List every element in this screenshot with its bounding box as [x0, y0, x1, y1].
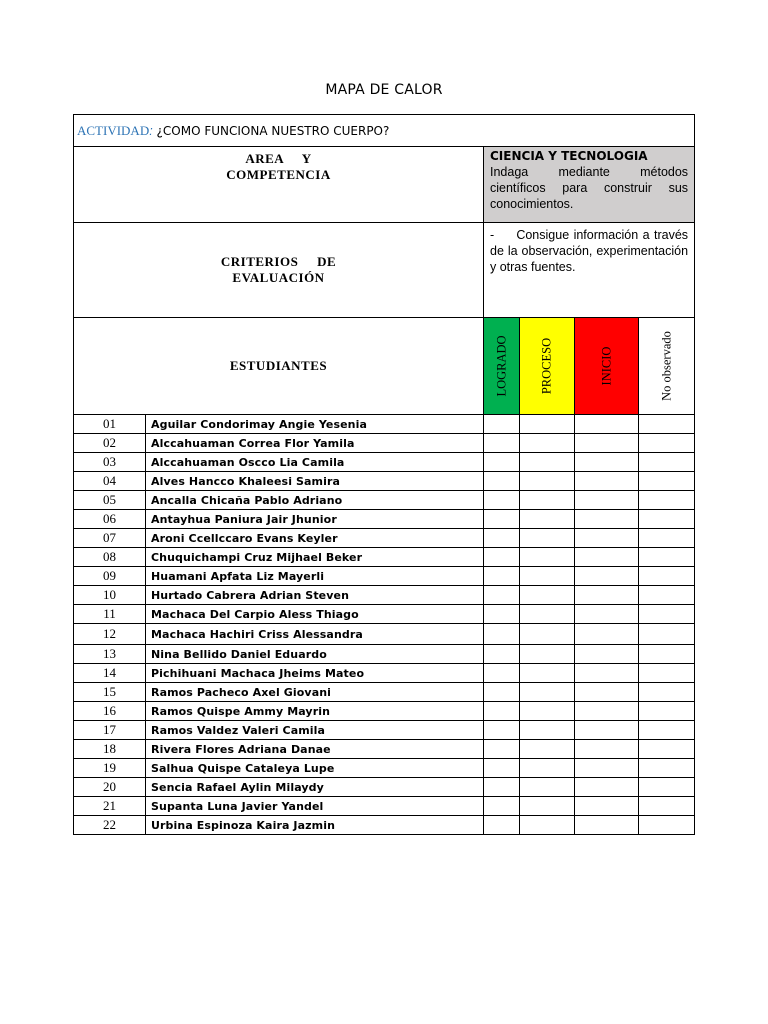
area-competency: Indaga mediante métodos científicos para construir sus conocimientos.: [490, 165, 689, 211]
student-row: [74, 491, 695, 510]
activity-text: ¿COMO FUNCIONA NUESTRO CUERPO?: [152, 123, 390, 138]
mark-cell-inicio[interactable]: [575, 759, 639, 778]
mark-cell-logrado[interactable]: [484, 472, 520, 491]
student-name: Chuquichampi Cruz Mijhael Beker: [146, 548, 484, 567]
activity-row: [74, 115, 695, 147]
page-title: MAPA DE CALOR: [325, 82, 443, 98]
mark-cell-logrado[interactable]: [484, 645, 520, 664]
student-row: [74, 434, 695, 453]
mark-cell-no-observado[interactable]: [639, 529, 695, 548]
mark-cell-proceso[interactable]: [520, 683, 575, 702]
mark-cell-proceso[interactable]: [520, 548, 575, 567]
mark-cell-logrado[interactable]: [484, 702, 520, 721]
students-header-row: [74, 318, 695, 415]
mark-cell-no-observado[interactable]: [639, 415, 695, 434]
student-row: [74, 664, 695, 683]
mark-cell-inicio[interactable]: [575, 740, 639, 759]
activity-colon: :: [149, 123, 153, 138]
student-row: [74, 645, 695, 664]
student-name: Antayhua Paniura Jair Jhunior: [146, 510, 484, 529]
level-logrado-label: LOGRADO: [494, 335, 508, 397]
student-name: Ancalla Chicaña Pablo Adriano: [146, 491, 484, 510]
criteria-header: [74, 223, 484, 318]
student-row: [74, 683, 695, 702]
mark-cell-no-observado[interactable]: [639, 567, 695, 586]
mark-cell-inicio[interactable]: [575, 778, 639, 797]
mark-cell-no-observado[interactable]: [639, 778, 695, 797]
student-row: [74, 816, 695, 835]
mark-cell-logrado[interactable]: [484, 453, 520, 472]
student-name: Nina Bellido Daniel Eduardo: [146, 645, 484, 664]
mark-cell-no-observado[interactable]: [639, 721, 695, 740]
mark-cell-no-observado[interactable]: [639, 759, 695, 778]
student-row: [74, 567, 695, 586]
mark-cell-logrado[interactable]: [484, 548, 520, 567]
student-row: [74, 797, 695, 816]
level-no-observado-header: [639, 318, 695, 415]
activity-label: ACTIVIDAD: [77, 122, 150, 138]
student-number: 14: [74, 664, 146, 683]
mark-cell-inicio[interactable]: [575, 683, 639, 702]
mark-cell-inicio[interactable]: [575, 548, 639, 567]
mark-cell-no-observado[interactable]: [639, 434, 695, 453]
student-row: [74, 415, 695, 434]
student-number: 18: [74, 740, 146, 759]
mark-cell-logrado[interactable]: [484, 740, 520, 759]
student-row: [74, 510, 695, 529]
mark-cell-no-observado[interactable]: [639, 664, 695, 683]
mark-cell-inicio[interactable]: [575, 472, 639, 491]
mark-cell-logrado[interactable]: [484, 797, 520, 816]
area-name: CIENCIA Y TECNOLOGIA: [490, 149, 648, 163]
mark-cell-proceso[interactable]: [520, 567, 575, 586]
mark-cell-no-observado[interactable]: [639, 510, 695, 529]
student-number: 15: [74, 683, 146, 702]
student-name: Rivera Flores Adriana Danae: [146, 740, 484, 759]
student-row: [74, 548, 695, 567]
area-header-line2: COMPETENCIA: [226, 167, 331, 182]
mark-cell-inicio[interactable]: [575, 415, 639, 434]
student-name: Salhua Quispe Cataleya Lupe: [146, 759, 484, 778]
criteria-header-line2: EVALUACIÓN: [232, 270, 325, 285]
mark-cell-no-observado[interactable]: [639, 472, 695, 491]
mark-cell-proceso[interactable]: [520, 721, 575, 740]
mark-cell-proceso[interactable]: [520, 664, 575, 683]
student-number: 08: [74, 548, 146, 567]
mark-cell-logrado[interactable]: [484, 664, 520, 683]
mark-cell-no-observado[interactable]: [639, 645, 695, 664]
mark-cell-logrado[interactable]: [484, 624, 520, 645]
criteria-detail: [484, 223, 695, 318]
student-number: 19: [74, 759, 146, 778]
student-name: Pichihuani Machaca Jheims Mateo: [146, 664, 484, 683]
student-row: [74, 702, 695, 721]
mark-cell-no-observado[interactable]: [639, 816, 695, 835]
student-name: Ramos Valdez Valeri Camila: [146, 721, 484, 740]
student-number: 01: [74, 415, 146, 434]
mark-cell-proceso[interactable]: [520, 472, 575, 491]
mark-cell-proceso[interactable]: [520, 797, 575, 816]
student-number: 07: [74, 529, 146, 548]
criteria-header-line1: CRITERIOS DE: [220, 254, 337, 269]
criteria-row: [74, 223, 695, 318]
mark-cell-logrado[interactable]: [484, 816, 520, 835]
mark-cell-inicio[interactable]: [575, 586, 639, 605]
student-name: Alccahuaman Correa Flor Yamila: [146, 434, 484, 453]
mark-cell-inicio[interactable]: [575, 702, 639, 721]
mark-cell-no-observado[interactable]: [639, 491, 695, 510]
mark-cell-proceso[interactable]: [520, 624, 575, 645]
mark-cell-proceso[interactable]: [520, 778, 575, 797]
mark-cell-proceso[interactable]: [520, 740, 575, 759]
level-inicio-header: [575, 318, 639, 415]
mark-cell-no-observado[interactable]: [639, 797, 695, 816]
mark-cell-logrado[interactable]: [484, 586, 520, 605]
student-number: 22: [74, 816, 146, 835]
student-row: [74, 529, 695, 548]
mark-cell-inicio[interactable]: [575, 491, 639, 510]
student-name: Aroni Ccellccaro Evans Keyler: [146, 529, 484, 548]
student-name: Aguilar Condorimay Angie Yesenia: [146, 415, 484, 434]
mark-cell-no-observado[interactable]: [639, 740, 695, 759]
student-row: [74, 472, 695, 491]
criteria-text: - Consigue información a través de la observación, experimentación y otras fuentes.: [490, 228, 692, 274]
student-number: 16: [74, 702, 146, 721]
student-number: 04: [74, 472, 146, 491]
mark-cell-proceso[interactable]: [520, 759, 575, 778]
mark-cell-logrado[interactable]: [484, 567, 520, 586]
student-number: 20: [74, 778, 146, 797]
mark-cell-inicio[interactable]: [575, 624, 639, 645]
mark-cell-no-observado[interactable]: [639, 586, 695, 605]
mark-cell-proceso[interactable]: [520, 645, 575, 664]
heat-map-table: [73, 114, 695, 835]
student-row: [74, 740, 695, 759]
mark-cell-inicio[interactable]: [575, 721, 639, 740]
student-row: [74, 453, 695, 472]
student-name: Sencia Rafael Aylin Milaydy: [146, 778, 484, 797]
mark-cell-logrado[interactable]: [484, 415, 520, 434]
area-header-line1: AREA Y: [245, 151, 312, 166]
student-number: 05: [74, 491, 146, 510]
mark-cell-inicio[interactable]: [575, 645, 639, 664]
mark-cell-inicio[interactable]: [575, 816, 639, 835]
student-name: Machaca Hachiri Criss Alessandra: [146, 624, 484, 645]
mark-cell-no-observado[interactable]: [639, 624, 695, 645]
student-row: [74, 759, 695, 778]
mark-cell-no-observado[interactable]: [639, 605, 695, 624]
mark-cell-proceso[interactable]: [520, 510, 575, 529]
student-name: Ramos Quispe Ammy Mayrin: [146, 702, 484, 721]
student-number: 10: [74, 586, 146, 605]
mark-cell-logrado[interactable]: [484, 721, 520, 740]
student-number: 11: [74, 605, 146, 624]
student-row: [74, 778, 695, 797]
mark-cell-inicio[interactable]: [575, 567, 639, 586]
mark-cell-no-observado[interactable]: [639, 702, 695, 721]
level-proceso-header: [520, 318, 575, 415]
mark-cell-proceso[interactable]: [520, 816, 575, 835]
mark-cell-inicio[interactable]: [575, 529, 639, 548]
student-row: [74, 586, 695, 605]
mark-cell-logrado[interactable]: [484, 510, 520, 529]
activity-cell: [74, 115, 695, 147]
student-name: Huamani Apfata Liz Mayerli: [146, 567, 484, 586]
mark-cell-proceso[interactable]: [520, 702, 575, 721]
mark-cell-proceso[interactable]: [520, 434, 575, 453]
level-proceso-label: PROCESO: [539, 337, 554, 395]
level-no-observado-label: No observado: [659, 331, 674, 401]
mark-cell-inicio[interactable]: [575, 605, 639, 624]
mark-cell-proceso[interactable]: [520, 453, 575, 472]
student-name: Urbina Espinoza Kaira Jazmin: [146, 816, 484, 835]
student-number: 06: [74, 510, 146, 529]
student-number: 21: [74, 797, 146, 816]
mark-cell-proceso[interactable]: [520, 491, 575, 510]
student-number: 09: [74, 567, 146, 586]
area-row: [74, 147, 695, 223]
student-number: 12: [74, 624, 146, 645]
mark-cell-logrado[interactable]: [484, 491, 520, 510]
mark-cell-logrado[interactable]: [484, 759, 520, 778]
student-number: 02: [74, 434, 146, 453]
mark-cell-no-observado[interactable]: [639, 453, 695, 472]
student-row: [74, 721, 695, 740]
student-row: [74, 624, 695, 645]
mark-cell-no-observado[interactable]: [639, 548, 695, 567]
student-name: Alves Hancco Khaleesi Samira: [146, 472, 484, 491]
mark-cell-logrado[interactable]: [484, 605, 520, 624]
mark-cell-proceso[interactable]: [520, 415, 575, 434]
student-number: 17: [74, 721, 146, 740]
area-detail: [484, 147, 695, 223]
mark-cell-logrado[interactable]: [484, 778, 520, 797]
student-number: 13: [74, 645, 146, 664]
student-name: Machaca Del Carpio Aless Thiago: [146, 605, 484, 624]
mark-cell-inicio[interactable]: [575, 453, 639, 472]
mark-cell-proceso[interactable]: [520, 605, 575, 624]
mark-cell-no-observado[interactable]: [639, 683, 695, 702]
mark-cell-proceso[interactable]: [520, 586, 575, 605]
mark-cell-inicio[interactable]: [575, 510, 639, 529]
mark-cell-proceso[interactable]: [520, 529, 575, 548]
student-name: Supanta Luna Javier Yandel: [146, 797, 484, 816]
mark-cell-inicio[interactable]: [575, 797, 639, 816]
area-header: [74, 147, 484, 223]
mark-cell-inicio[interactable]: [575, 434, 639, 453]
mark-cell-logrado[interactable]: [484, 529, 520, 548]
student-row: [74, 605, 695, 624]
student-name: Ramos Pacheco Axel Giovani: [146, 683, 484, 702]
mark-cell-logrado[interactable]: [484, 683, 520, 702]
student-number: 03: [74, 453, 146, 472]
student-name: Hurtado Cabrera Adrian Steven: [146, 586, 484, 605]
level-logrado-header: [484, 318, 520, 415]
mark-cell-inicio[interactable]: [575, 664, 639, 683]
students-header: ESTUDIANTES: [74, 318, 484, 415]
student-name: Alccahuaman Oscco Lia Camila: [146, 453, 484, 472]
mark-cell-logrado[interactable]: [484, 434, 520, 453]
level-inicio-label: INICIO: [599, 346, 613, 386]
